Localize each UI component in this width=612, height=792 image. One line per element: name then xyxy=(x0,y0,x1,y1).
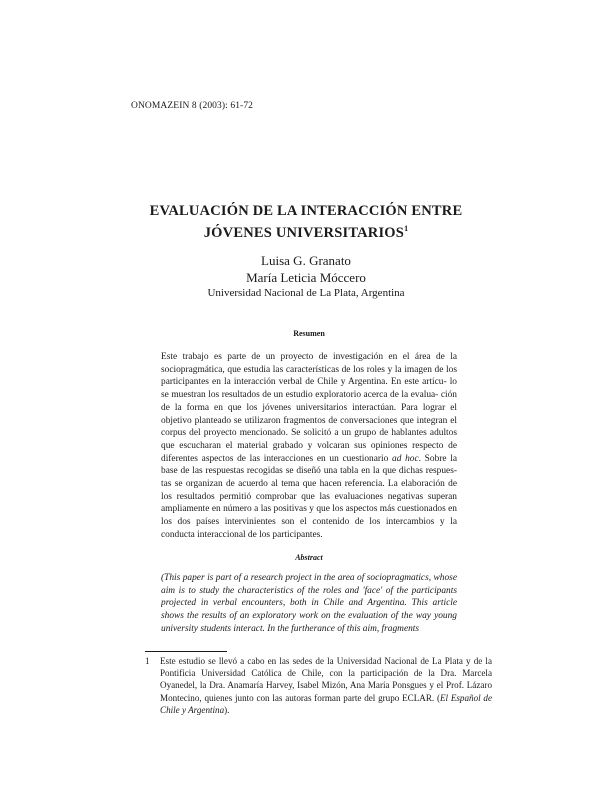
abstract-paragraph: (This paper is part of a research project in the area of sociopragmatics, whose aim is to study the characteristics of the roles and 'face' of the participants projected in verbal encounters, both in Chile and Argentina. This article shows the results of an exploratory work on the evaluation of the way young university students interact. In the furtherance of this aim, fragments xyxy=(161,573,457,634)
title-line-2 xyxy=(120,220,492,242)
abstract-heading: Abstract xyxy=(295,553,323,562)
footnote-mark: 1 xyxy=(145,656,150,666)
footnote-text-1: Este estudio se llevó a cabo en las sedes de la Universidad Nacional de La Plata y de la Pontificia Universidad Católica de Chile, con la participación de la Dra. Marcela Oyanedel, la Dra. Anamaría Harvey, Isabel Mizón, Ana María Ponsgues y el Prof. Lázaro Montecino, quienes junto con las autoras forman parte del grupo ECLAR. ( xyxy=(160,656,492,703)
title-footnote-mark[interactable]: 1 xyxy=(404,224,409,233)
footnote xyxy=(145,655,492,716)
title-line-2-text: JÓVENES UNIVERSITARIOS xyxy=(203,225,405,241)
running-head: ONOMAZEIN 8 (2003): 61-72 xyxy=(131,101,254,111)
title-line-1: EVALUACIÓN DE LA INTERACCIÓN ENTRE xyxy=(149,203,463,219)
resumen-text-1: Este trabajo es parte de un proyecto de investigación en el área de la sociopragmática, que estudia las características de los roles y la imagen de los participantes en la interacción verbal de Chile y Argentina. En este artícu- lo se muestran los resultados de un estudio exploratorio acerca de la evalua- ción de la forma en que los jóvenes universitarios interactúan. Para lograr el objetivo planteado se utilizaron fragmentos de conversaciones que integran el corpus del proyecto mencionado. Se solicitó a un grupo de hablantes adultos que escucharan el material grabado y volcaran sus opiniones respecto de diferentes aspectos de las interacciones en un cuestionario xyxy=(161,352,457,464)
resumen-heading: Resumen xyxy=(293,329,325,338)
resumen-paragraph xyxy=(161,351,457,542)
affiliation: Universidad Nacional de La Plata, Argentina xyxy=(207,287,405,299)
author-1: Luisa G. Granato xyxy=(261,253,351,268)
footnote-divider xyxy=(145,651,227,652)
footnote-text xyxy=(145,655,492,716)
author-2: María Leticia Móccero xyxy=(246,270,366,285)
footnote-italic: El Español de Chile y Argentina xyxy=(160,692,492,715)
resumen-text-2: . Sobre la base de las respuestas recogidas se diseñó una tabla en la que dichas respues- tas se organizan de acuerdo al tema que hacen referencia. La elaboración de los resultados permitió comprobar que las evaluaciones negativas superan ampliamente en número a las positivas y que los aspectos más cuestionados en los dos países intervinientes son el contenido de los intercambios y la conducta interaccional de los participantes. xyxy=(161,453,458,540)
resumen-italic: ad hoc xyxy=(392,453,419,464)
footnote-text-2: ). xyxy=(224,704,230,715)
article-title xyxy=(120,203,492,242)
